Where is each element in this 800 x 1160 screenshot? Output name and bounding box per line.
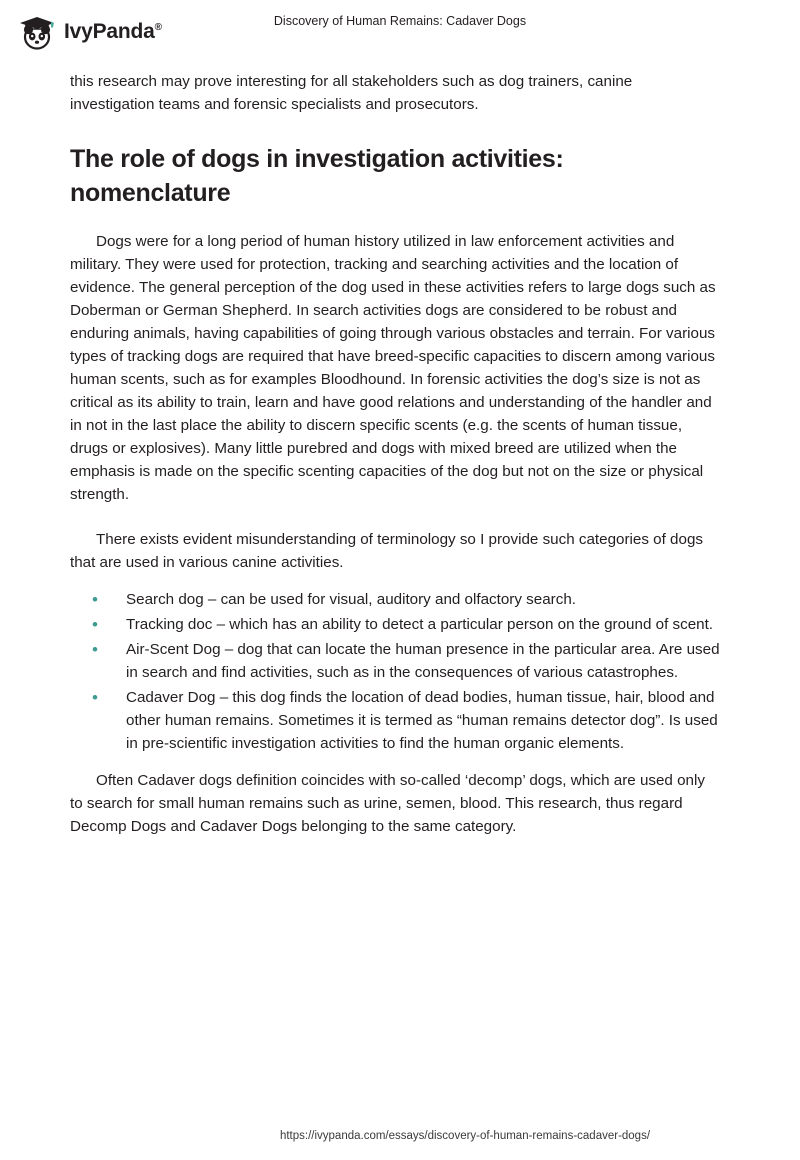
list-item [70,638,720,684]
body-paragraph-3: Often Cadaver dogs definition coincides with so-called ‘decomp’ dogs, which are used only to search for small human remains such as urine, semen, blood. This research, thus regard Decomp Dogs and Cadaver Dogs belonging to the same category. [70,772,705,835]
list-item [70,613,720,636]
registered-mark: ® [154,22,162,33]
bullet-icon: • [92,615,98,634]
list-item [70,686,720,755]
body-paragraph-1: Dogs were for a long period of human history utilized in law enforcement activities and military. They were used for protection, tracking and searching activities and the location of evidence. The general perception of the dog used in these activities refers to large dogs such as Doberman or German Shepherd. In search activities dogs are considered to be robust and enduring animals, having capabilities of going through various obstacles and terrain. For various types of tracking dogs are required that have breed-specific capacities to discern among various human scents, such as for examples Bloodhound. In forensic activities the dog’s size is not as critical as its ability to train, learn and have good relations and understanding of the handler and in not in the last place the ability to discern specific scents (e.g. the scents of human tissue, drugs or explosives). Many little purebred and dogs with mixed breed are utilized when the emphasis is made on the specific scenting capacities of the dog but not on the size or physical strength. [70,233,716,503]
document-body [70,70,720,838]
dog-category-list [70,588,720,755]
list-item-text: Cadaver Dog – this dog finds the location of dead bodies, human tissue, hair, blood and other human remains. Sometimes it is termed as “human remains detector dog”. Is used in pre-scientific investigation activities to find the human organic elements. [126,689,718,752]
bullet-icon: • [92,688,98,707]
page-header [0,0,800,60]
page-footer [0,1130,800,1142]
list-item-text: Search dog – can be used for visual, auditory and olfactory search. [126,591,576,608]
intro-paragraph: this research may prove interesting for all stakeholders such as dog trainers, canine investigation teams and forensic specialists and prosecutors. [70,73,633,113]
body-paragraph-2: There exists evident misunderstanding of terminology so I provide such categories of dogs that are used in various canine activities. [70,531,703,571]
source-url-link[interactable]: https://ivypanda.com/essays/discovery-of-human-remains-cadaver-dogs/ [279,1130,651,1142]
document-title: Discovery of Human Remains: Cadaver Dogs [273,14,527,28]
bullet-icon: • [92,590,98,609]
list-item-text: Tracking doc – which has an ability to detect a particular person on the ground of scent. [126,616,714,633]
list-item [70,588,720,611]
brand-name: IvyPanda® [64,20,162,43]
bullet-icon: • [92,640,98,659]
section-heading: The role of dogs in investigation activities: nomenclature [70,145,564,207]
list-item-text: Air-Scent Dog – dog that can locate the human presence in the particular area. Are used in search and find activities, such as in the consequences of various catastrophes. [126,641,720,681]
